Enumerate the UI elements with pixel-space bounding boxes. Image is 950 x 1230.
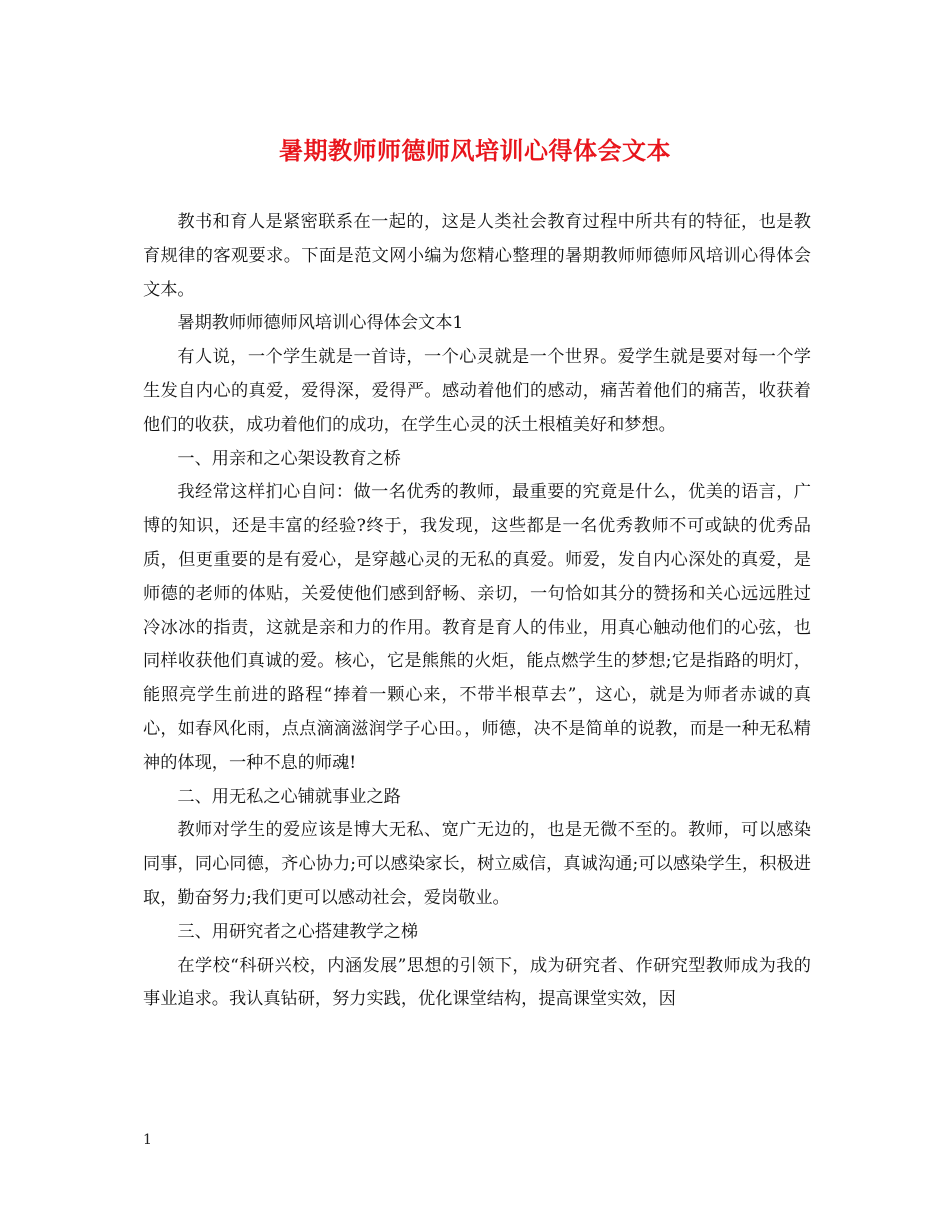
section-heading-3: 三、用研究者之心搭建教学之梯 [177,921,419,942]
section-heading-2: 二、用无私之心铺就事业之路 [177,786,401,807]
page-number: 1 [143,1132,152,1148]
document-body [143,206,811,1017]
section-heading-1: 一、用亲和之心架设教育之桥 [177,448,401,469]
paragraph-intro: 教书和育人是紧密联系在一起的，这是人类社会教育过程中所共有的特征，也是教育规律的客观要求。下面是范文网小编为您精心整理的暑期教师师德师风培训心得体会文本。 [143,212,811,300]
document-title: 暑期教师师德师风培训心得体会文本 [279,136,671,165]
paragraph-section-2: 教师对学生的爱应该是博大无私、宽广无边的，也是无微不至的。教师，可以感染同事，同心同德，齐心协力;可以感染家长，树立威信，真诚沟通;可以感染学生，积极进取，勤奋努力;我们更可以感动社会，爱岗敬业。 [143,820,811,908]
paragraph-section-3: 在学校“科研兴校，内涵发展”思想的引领下，成为研究者、作研究型教师成为我的事业追求。我认真钻研，努力实践，优化课堂结构，提高课堂实效，因 [143,955,811,1010]
paragraph-section-1: 我经常这样扪心自问：做一名优秀的教师，最重要的究竟是什么，优美的语言，广博的知识，还是丰富的经验?终于，我发现，这些都是一名优秀教师不可或缺的优秀品质，但更重要的是有爱心，是穿越心灵的无私的真爱。师爱，发自内心深处的真爱，是师德的老师的体贴，关爱使他们感到舒畅、亲切，一句恰如其分的赞扬和关心远远胜过冷冰冰的指责，这就是亲和力的作用。教育是育人的伟业，用真心触动他们的心弦，也同样收获他们真诚的爱。核心，它是熊熊的火炬，能点燃学生的梦想;它是指路的明灯，能照亮学生前进的路程“捧着一颗心来，不带半根草去”，这心，就是为师者赤诚的真心，如春风化雨，点点滴滴滋润学子心田。，师德，决不是简单的说教，而是一种无私精神的体现，一种不息的师魂! [143,482,811,773]
paragraph-subtitle: 暑期教师师德师风培训心得体会文本1 [177,313,464,334]
paragraph-poem: 有人说，一个学生就是一首诗，一个心灵就是一个世界。爱学生就是要对每一个学生发自内心的真爱，爱得深，爱得严。感动着他们的感动，痛苦着他们的痛苦，收获着他们的收获，成功着他们的成功，在学生心灵的沃土根植美好和梦想。 [143,347,811,435]
